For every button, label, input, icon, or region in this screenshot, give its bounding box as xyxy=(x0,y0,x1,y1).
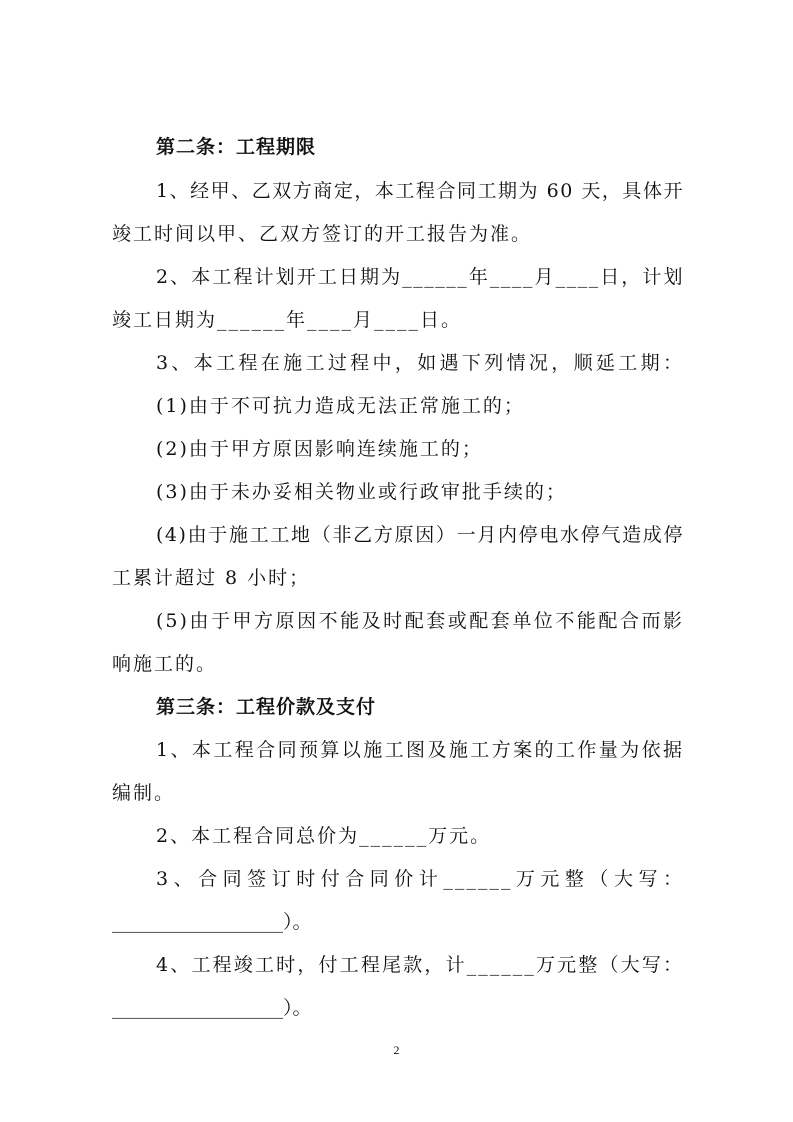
paragraph-line: 2、本工程合同总价为______万元。 xyxy=(156,825,492,847)
paragraph-line: 1、经甲、乙双方商定，本工程合同工期为 60 天，具体开 xyxy=(156,180,684,202)
paragraph-line: 3、本工程在施工过程中，如遇下列情况，顺延工期： xyxy=(156,352,684,374)
paragraph-line: 竣工时间以甲、乙双方签订的开工报告为准。 xyxy=(112,223,533,245)
paragraph-line: 4、工程竣工时，付工程尾款，计______万元整（大写： xyxy=(156,954,684,976)
list-item: (3)由于未办妥相关物业或行政审批手续的； xyxy=(156,481,567,503)
list-item-continuation: 响施工的。 xyxy=(112,653,218,675)
list-item: (2)由于甲方原因影响连续施工的； xyxy=(156,438,483,460)
paragraph-line: __________________）。 xyxy=(112,997,312,1019)
paragraph-line: 竣工日期为______年____月____日。 xyxy=(112,309,463,331)
paragraph-line: 2、本工程计划开工日期为______年____月____日，计划 xyxy=(156,266,684,288)
section-heading-article-2: 第二条：工程期限 xyxy=(156,136,317,158)
list-item: (1)由于不可抗力造成无法正常施工的； xyxy=(156,395,525,417)
section-heading-article-3: 第三条：工程价款及支付 xyxy=(156,696,377,718)
list-item-continuation: 工累计超过 8 小时； xyxy=(112,567,311,589)
paragraph-line: __________________）。 xyxy=(112,911,312,933)
page-number: 2 xyxy=(393,1043,400,1057)
list-item: (5)由于甲方原因不能及时配套或配套单位不能配合而影 xyxy=(156,610,684,632)
paragraph-line: 1、本工程合同预算以施工图及施工方案的工作量为依据 xyxy=(156,739,684,761)
paragraph-line: 编制。 xyxy=(112,782,176,804)
paragraph-line: 3、合同签订时付合同价计______万元整（大写： xyxy=(156,868,684,890)
list-item: (4)由于施工工地（非乙方原因）一月内停电水停气造成停 xyxy=(156,524,684,546)
